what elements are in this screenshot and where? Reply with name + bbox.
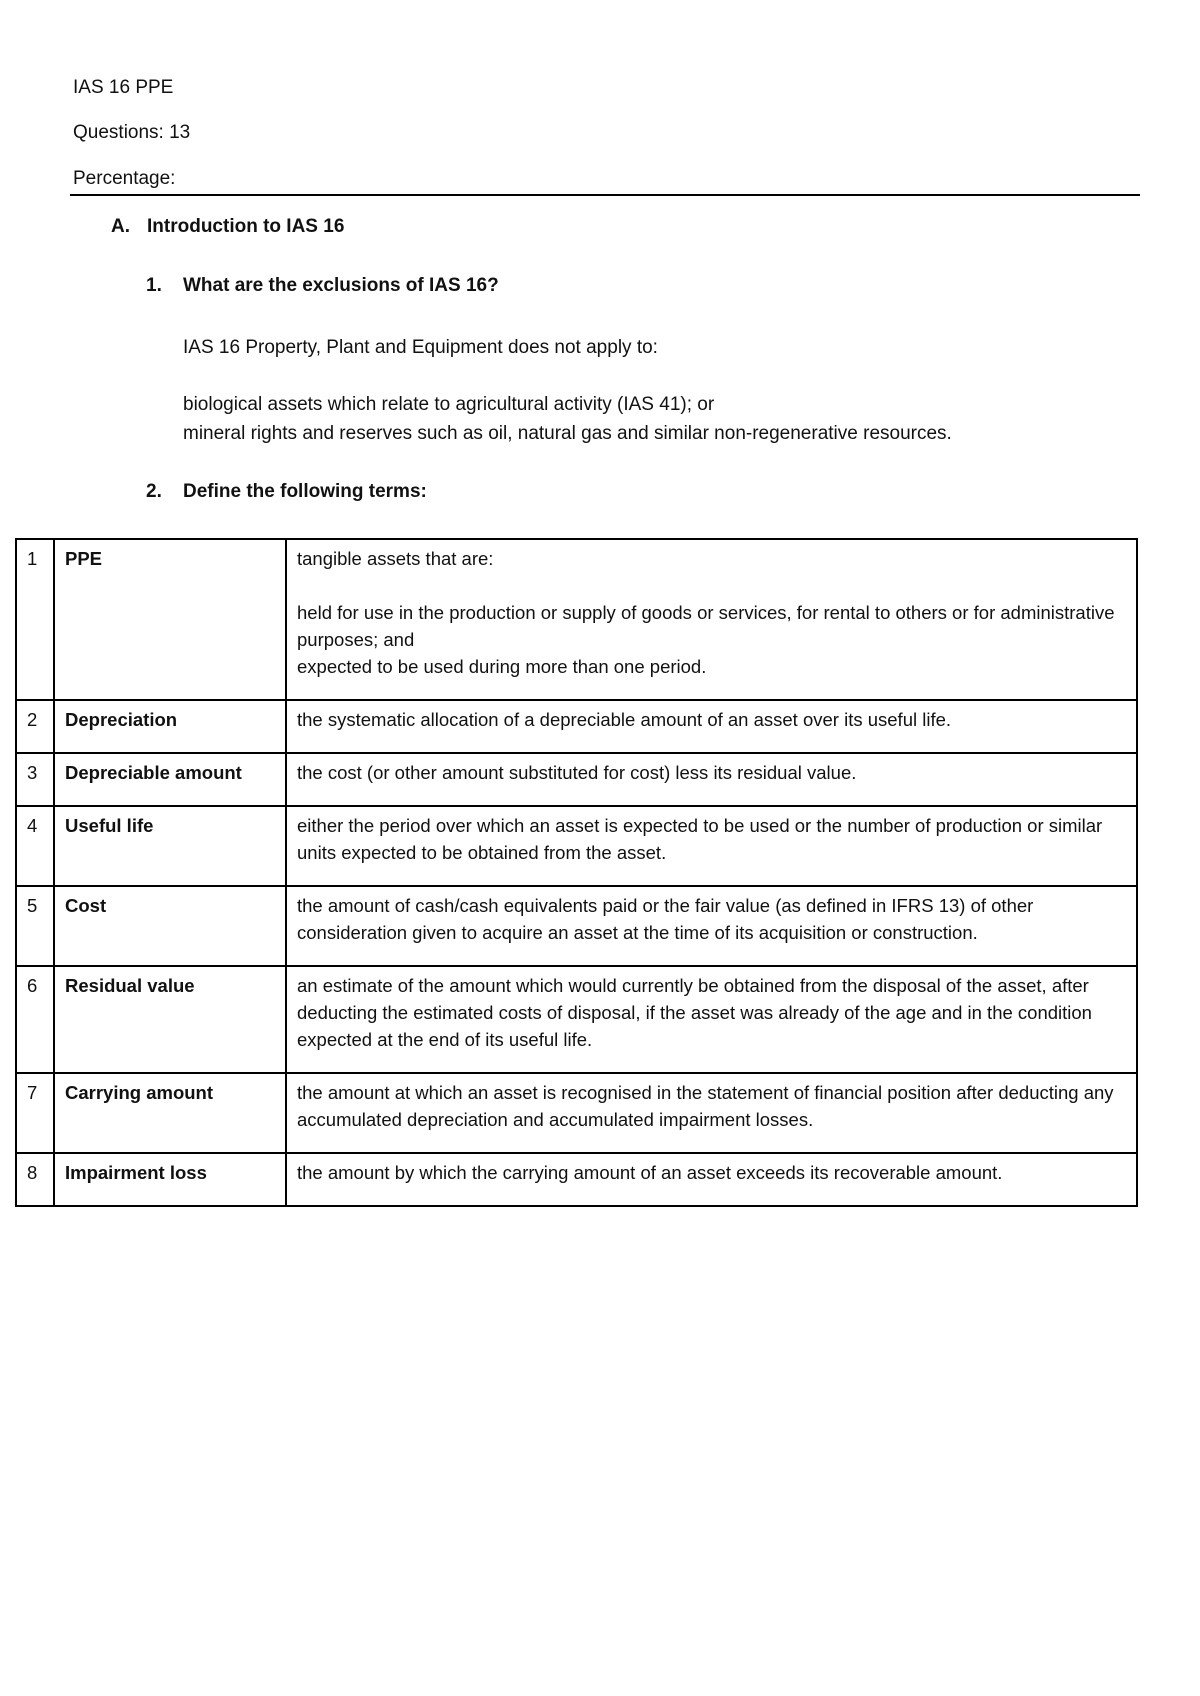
- exclusions-list: [183, 390, 952, 448]
- definition-row: [16, 886, 1137, 966]
- definition-number: 3: [16, 753, 54, 806]
- definitions-table: [15, 538, 1138, 1207]
- definition-number: 2: [16, 700, 54, 753]
- definition-row: [16, 1153, 1137, 1206]
- percentage-label: Percentage:: [73, 168, 176, 189]
- questions-count: Questions: 13: [73, 122, 191, 143]
- definition-text: [286, 886, 1137, 966]
- definition-term: Depreciation: [54, 700, 286, 753]
- definition-row: [16, 753, 1137, 806]
- section-marker: A.: [111, 216, 130, 237]
- definition-line: expected to be used during more than one period.: [297, 656, 707, 677]
- definition-term: Carrying amount: [54, 1073, 286, 1153]
- definition-term: PPE: [54, 539, 286, 700]
- question-1-marker: 1.: [146, 275, 162, 296]
- definition-line: tangible assets that are:: [297, 548, 494, 569]
- definition-line: an estimate of the amount which would currently be obtained from the disposal of the asset, after deducting the estimated costs of disposal, if the asset was already of the age and in the condition expected at the end of its useful life.: [297, 975, 1092, 1050]
- definitions-table-body: [16, 539, 1137, 1206]
- exclusion-item: mineral rights and reserves such as oil, natural gas and similar non-regenerative resources.: [183, 423, 952, 444]
- definition-number: 8: [16, 1153, 54, 1206]
- definition-line: the amount of cash/cash equivalents paid or the fair value (as defined in IFRS 13) of other consideration given to acquire an asset at the time of its acquisition or construction.: [297, 895, 1034, 943]
- document-title: IAS 16 PPE: [73, 77, 174, 98]
- definition-row: [16, 539, 1137, 700]
- question-2: [146, 481, 427, 503]
- definition-text: [286, 539, 1137, 700]
- definition-line: the systematic allocation of a depreciable amount of an asset over its useful life.: [297, 709, 952, 730]
- definition-number: 4: [16, 806, 54, 886]
- definition-text: [286, 966, 1137, 1073]
- definition-text: [286, 806, 1137, 886]
- definition-text: [286, 700, 1137, 753]
- definition-text: [286, 1153, 1137, 1206]
- definition-row: [16, 1073, 1137, 1153]
- definition-line: either the period over which an asset is expected to be used or the number of production or similar units expected to be obtained from the asset.: [297, 815, 1103, 863]
- header-divider: [70, 194, 1140, 196]
- question-2-text: Define the following terms:: [183, 481, 427, 502]
- definition-text: [286, 1073, 1137, 1153]
- definition-row: [16, 806, 1137, 886]
- definition-term: Impairment loss: [54, 1153, 286, 1206]
- definition-line: the amount by which the carrying amount of an asset exceeds its recoverable amount.: [297, 1162, 1003, 1183]
- question-2-marker: 2.: [146, 481, 162, 502]
- definition-row: [16, 700, 1137, 753]
- definition-number: 6: [16, 966, 54, 1073]
- definition-text: [286, 753, 1137, 806]
- definition-term: Cost: [54, 886, 286, 966]
- section-heading: [111, 216, 344, 238]
- definition-number: 7: [16, 1073, 54, 1153]
- definition-number: 5: [16, 886, 54, 966]
- definition-term: Useful life: [54, 806, 286, 886]
- section-title: Introduction to IAS 16: [147, 216, 345, 237]
- definition-line: held for use in the production or supply of goods or services, for rental to others or for administrative purposes; and: [297, 602, 1115, 650]
- question-1: [146, 275, 499, 297]
- definition-line: the amount at which an asset is recognised in the statement of financial position after deducting any accumulated depreciation and accumulated impairment losses.: [297, 1082, 1114, 1130]
- definition-line: the cost (or other amount substituted for cost) less its residual value.: [297, 762, 857, 783]
- definition-row: [16, 966, 1137, 1073]
- question-1-text: What are the exclusions of IAS 16?: [183, 275, 499, 296]
- definition-number: 1: [16, 539, 54, 700]
- definition-term: Depreciable amount: [54, 753, 286, 806]
- question-1-intro: IAS 16 Property, Plant and Equipment does not apply to:: [183, 337, 658, 358]
- exclusion-item: biological assets which relate to agricultural activity (IAS 41); or: [183, 394, 715, 415]
- definition-term: Residual value: [54, 966, 286, 1073]
